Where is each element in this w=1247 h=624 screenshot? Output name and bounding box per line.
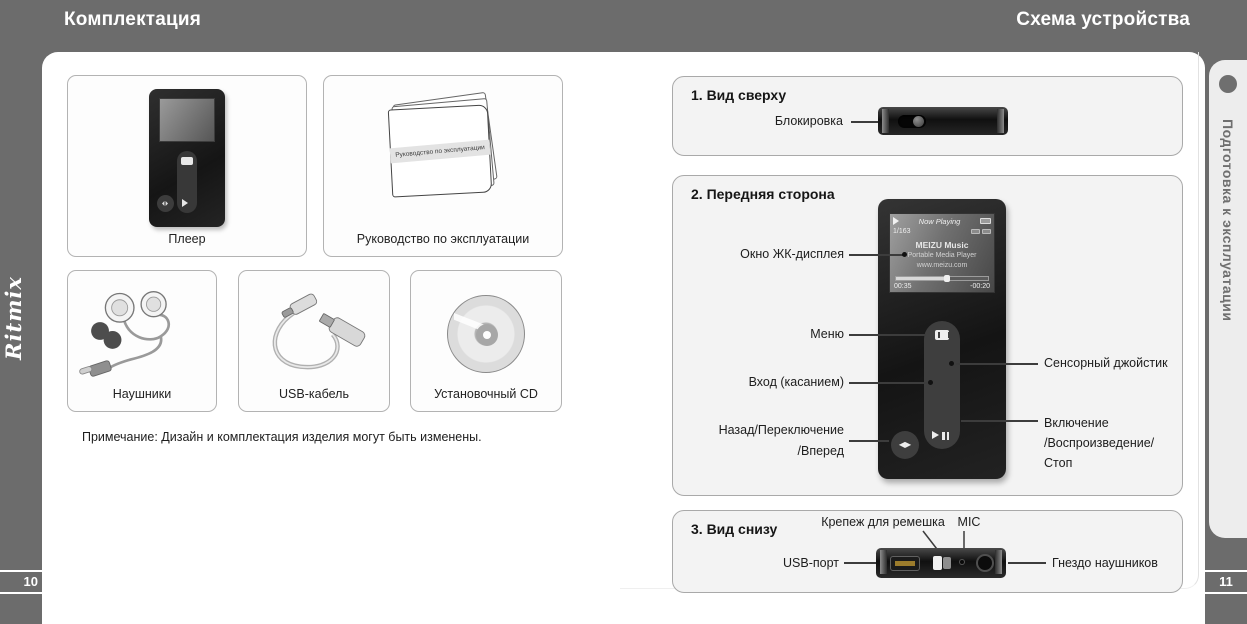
- package-item-manual: [323, 75, 563, 257]
- usb-port-icon: [890, 556, 920, 571]
- lock-slider-icon: [898, 115, 926, 128]
- chapter-tab-label: Подготовка к эксплуатации: [1220, 119, 1236, 322]
- ritmix-logo: Ritmix: [1, 276, 26, 360]
- device-top-view: [878, 107, 1008, 135]
- mic-hole-icon: [960, 560, 964, 564]
- mic-label: MIC: [957, 515, 981, 529]
- usb-cable-icon: [244, 281, 384, 381]
- pointer-line: [849, 382, 929, 384]
- play-icon: [182, 199, 188, 207]
- lock-knob: [913, 116, 924, 127]
- menu-icon: [935, 330, 949, 340]
- strap-mount-icon: [943, 557, 951, 569]
- cd-hole: [483, 331, 491, 339]
- label-line: Назад/Переключение: [718, 423, 844, 437]
- joystick-label: Сенсорный джойстик: [1044, 356, 1168, 370]
- device-edge: [997, 109, 1004, 133]
- headphone-jack-icon: [976, 554, 994, 572]
- pointer-dot: [949, 361, 954, 366]
- time-remaining: -00:20: [970, 282, 990, 290]
- package-item-cd: [410, 270, 562, 412]
- now-playing-text: Now Playing: [918, 216, 961, 226]
- package-note: Примечание: Дизайн и комплектация изделия могут быть изменены.: [82, 430, 482, 444]
- strap-label: Крепеж для ремешка: [821, 515, 945, 529]
- label-line: Включение: [1044, 416, 1109, 430]
- cd-disc-icon: [447, 295, 525, 373]
- package-item-earphones: [67, 270, 217, 412]
- device-bottom-view: [876, 548, 1006, 578]
- pointer-line: [1008, 562, 1046, 564]
- pointer-line: [849, 254, 905, 256]
- touch-joystick-strip: [924, 321, 960, 449]
- menu-label: Меню: [810, 327, 844, 341]
- section-heading: 1. Вид сверху: [691, 87, 787, 103]
- player-touchstrip-icon: [177, 151, 197, 213]
- time-elapsed: 00:35: [894, 282, 912, 290]
- back-forward-label: [673, 420, 844, 462]
- item-label: Наушники: [112, 387, 172, 401]
- earphones-icon: [73, 281, 211, 381]
- back-forward-button-icon: [157, 195, 174, 212]
- pointer-dot: [902, 252, 907, 257]
- progress-bar: [895, 276, 989, 281]
- label-line: /Воспроизведение/Стоп: [1044, 436, 1155, 470]
- touch-label: Вход (касанием): [748, 375, 844, 389]
- track-index: 1/163: [893, 227, 911, 235]
- phones-label: Гнездо наушников: [1052, 556, 1158, 570]
- section-heading: 3. Вид снизу: [691, 521, 778, 537]
- booklet-cover-title: Руководство по эксплуатации: [390, 140, 491, 164]
- screen-brand-line: Portable Media Player: [907, 252, 977, 260]
- pointer-dot: [928, 380, 933, 385]
- item-label: USB-кабель: [279, 387, 349, 401]
- screen-brand-line: MEIZU Music: [915, 240, 969, 250]
- strap-mount-icon: [933, 556, 942, 570]
- pointer-line: [844, 562, 876, 564]
- page-number-left: 10: [0, 570, 47, 594]
- label-line: /Вперед: [797, 444, 844, 458]
- pointer-line: [956, 363, 1038, 365]
- player-screen-icon: [159, 98, 215, 142]
- play-pause-icon: [932, 431, 952, 440]
- manual-booklet-icon: [378, 94, 508, 202]
- section-front-view: [672, 175, 1183, 496]
- item-label: Плеер: [168, 232, 206, 246]
- item-label: Установочный CD: [434, 387, 538, 401]
- section-bottom-view: [672, 510, 1183, 593]
- package-item-player: [67, 75, 307, 257]
- lcd-label: Окно ЖК-дисплея: [740, 247, 844, 261]
- booklet-cover: [388, 104, 492, 197]
- chapter-bullet-icon: [1219, 75, 1237, 93]
- package-item-usb-cable: [238, 270, 390, 412]
- lock-label: Блокировка: [774, 114, 843, 128]
- page-number-right: 11: [1205, 570, 1247, 594]
- chapter-tab: [1209, 60, 1247, 538]
- screen-brand-line: www.meizu.com: [916, 262, 968, 270]
- pointer-line: [849, 440, 889, 442]
- device-edge: [882, 109, 889, 133]
- section-top-view: [672, 76, 1183, 156]
- left-page-title: Комплектация: [64, 9, 202, 30]
- usb-label: USB-порт: [783, 556, 839, 570]
- item-label: Руководство по эксплуатации: [356, 232, 530, 246]
- usb-pins: [895, 561, 915, 566]
- right-page-title: Схема устройства: [1016, 9, 1190, 30]
- progress-fill: [896, 277, 947, 280]
- screen-status-icons: [971, 229, 991, 234]
- section-heading: 2. Передняя сторона: [691, 186, 835, 202]
- back-forward-button: ◀▶: [891, 431, 919, 459]
- menu-icon: [181, 157, 193, 165]
- device-edge: [995, 550, 1002, 574]
- device-front-view: [878, 199, 1006, 479]
- device-edge: [880, 550, 887, 574]
- power-label: [1044, 413, 1182, 473]
- pointer-line: [961, 420, 1038, 422]
- pointer-line: [849, 334, 926, 336]
- progress-knob: [944, 275, 950, 282]
- battery-icon: [980, 218, 991, 224]
- pointer-line: [851, 121, 881, 123]
- player-front-thumbnail: [149, 89, 225, 227]
